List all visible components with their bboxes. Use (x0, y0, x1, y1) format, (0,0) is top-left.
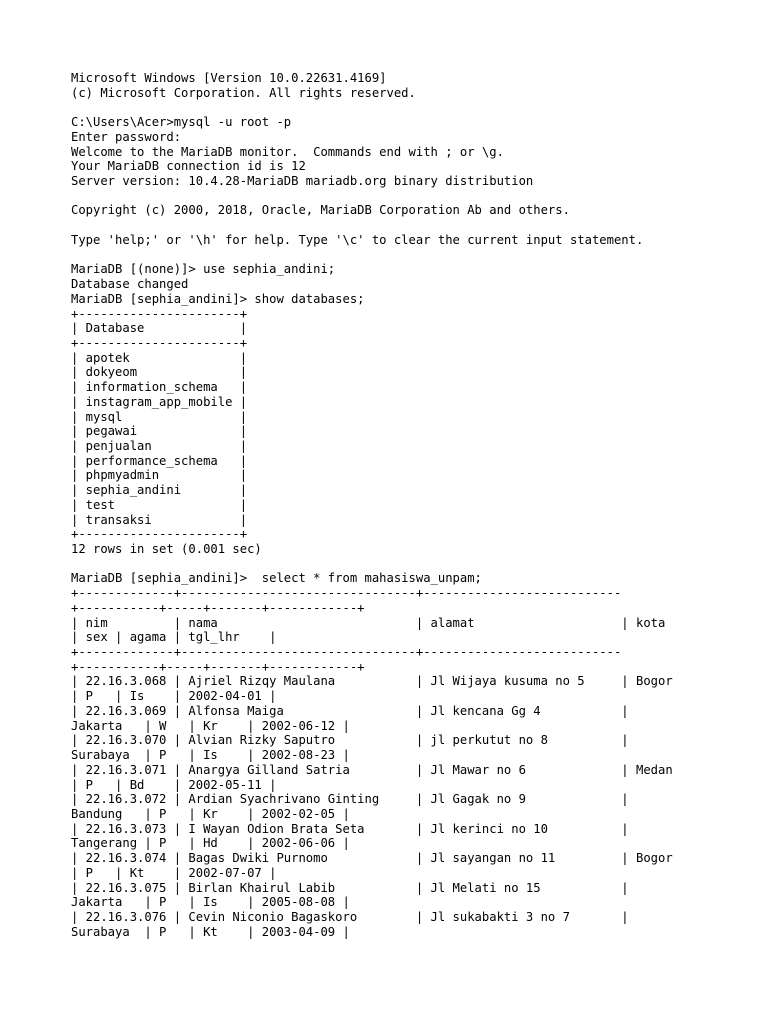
terminal-line: | nim | nama | alamat | kota (71, 615, 666, 630)
terminal-line: | P | Kt | 2002-07-07 | (71, 865, 277, 880)
terminal-line: +-----------+-----+-------+------------+ (71, 659, 365, 674)
terminal-line: | 22.16.3.068 | Ajriel Rizqy Maulana | Jl Wijaya kusuma no 5 | Bogor (71, 674, 673, 689)
terminal-line: Tangerang | P | Hd | 2002-06-06 | (71, 836, 350, 851)
terminal-line: | P | Bd | 2002-05-11 | (71, 777, 277, 792)
terminal-line: MariaDB [sephia_andini]> select * from mahasiswa_unpam; (71, 571, 482, 586)
terminal-line: | Database | (71, 321, 248, 336)
terminal-line: | information_schema | (71, 380, 248, 395)
terminal-line (71, 218, 673, 233)
terminal-line: | 22.16.3.074 | Bagas Dwiki Purnomo | Jl sayangan no 11 | Bogor (71, 851, 673, 866)
terminal-line: | 22.16.3.071 | Anargya Gilland Satria | Jl Mawar no 6 | Medan (71, 762, 673, 777)
terminal-line: C:\Users\Acer>mysql -u root -p (71, 115, 292, 130)
terminal-line: | 22.16.3.070 | Alvian Rizky Saputro | jl perkutut no 8 | (71, 733, 629, 748)
terminal-line: +-------------+--------------------------------+--------------------------- (71, 586, 622, 601)
terminal-line: Bandung | P | Kr | 2002-02-05 | (71, 806, 350, 821)
terminal-line: | 22.16.3.072 | Ardian Syachrivano Ginting | Jl Gagak no 9 | (71, 792, 629, 807)
terminal-line: Database changed (71, 277, 189, 292)
terminal-line: Enter password: (71, 129, 182, 144)
terminal-line: | apotek | (71, 350, 248, 365)
terminal-line: Type 'help;' or '\h' for help. Type '\c' to clear the current input statement. (71, 232, 644, 247)
terminal-line: | test | (71, 497, 248, 512)
terminal-line: | pegawai | (71, 424, 248, 439)
terminal-line: | sephia_andini | (71, 483, 248, 498)
terminal-line: | transaksi | (71, 512, 248, 527)
terminal-line: Your MariaDB connection id is 12 (71, 159, 306, 174)
terminal-output (71, 71, 673, 939)
terminal-line: Jakarta | W | Kr | 2002-06-12 | (71, 718, 350, 733)
terminal-line: | penjualan | (71, 438, 248, 453)
terminal-line: Welcome to the MariaDB monitor. Commands end with ; or \g. (71, 144, 504, 159)
terminal-line (71, 189, 673, 204)
terminal-line: MariaDB [(none)]> use sephia_andini; (71, 262, 336, 277)
terminal-line: +----------------------+ (71, 335, 248, 350)
terminal-line: | 22.16.3.073 | I Wayan Odion Brata Seta | Jl kerinci no 10 | (71, 821, 629, 836)
terminal-line: | 22.16.3.069 | Alfonsa Maiga | Jl kencana Gg 4 | (71, 703, 629, 718)
terminal-line: | dokyeom | (71, 365, 248, 380)
terminal-line: 12 rows in set (0.001 sec) (71, 542, 262, 556)
terminal-line: Jakarta | P | Is | 2005-08-08 | (71, 895, 350, 910)
terminal-line: Server version: 10.4.28-MariaDB mariadb.org binary distribution (71, 174, 534, 189)
terminal-line: | performance_schema | (71, 453, 248, 468)
terminal-line: | phpmyadmin | (71, 468, 248, 483)
terminal-line: | instagram_app_mobile | (71, 394, 248, 409)
terminal-line: | 22.16.3.075 | Birlan Khairul Labib | Jl Melati no 15 | (71, 880, 629, 895)
terminal-line: Copyright (c) 2000, 2018, Oracle, MariaDB Corporation Ab and others. (71, 203, 570, 218)
terminal-line: +-----------+-----+-------+------------+ (71, 600, 365, 615)
terminal-line: (c) Microsoft Corporation. All rights reserved. (71, 85, 416, 100)
terminal-line: | 22.16.3.076 | Cevin Niconio Bagaskoro | Jl sukabakti 3 no 7 | (71, 909, 629, 924)
terminal-line (71, 248, 673, 263)
terminal-line: | sex | agama | tgl_lhr | (71, 630, 277, 645)
terminal-line: +----------------------+ (71, 527, 248, 542)
terminal-line: +----------------------+ (71, 306, 248, 321)
terminal-line: Microsoft Windows [Version 10.0.22631.4169] (71, 71, 387, 85)
terminal-line: | mysql | (71, 409, 248, 424)
terminal-line: MariaDB [sephia_andini]> show databases; (71, 291, 365, 306)
terminal-line: Surabaya | P | Kt | 2003-04-09 | (71, 924, 350, 939)
terminal-line (71, 100, 673, 115)
terminal-line (71, 557, 673, 572)
terminal-line: | P | Is | 2002-04-01 | (71, 689, 277, 704)
terminal-line: +-------------+--------------------------------+--------------------------- (71, 645, 622, 660)
terminal-line: Surabaya | P | Is | 2002-08-23 | (71, 748, 350, 763)
